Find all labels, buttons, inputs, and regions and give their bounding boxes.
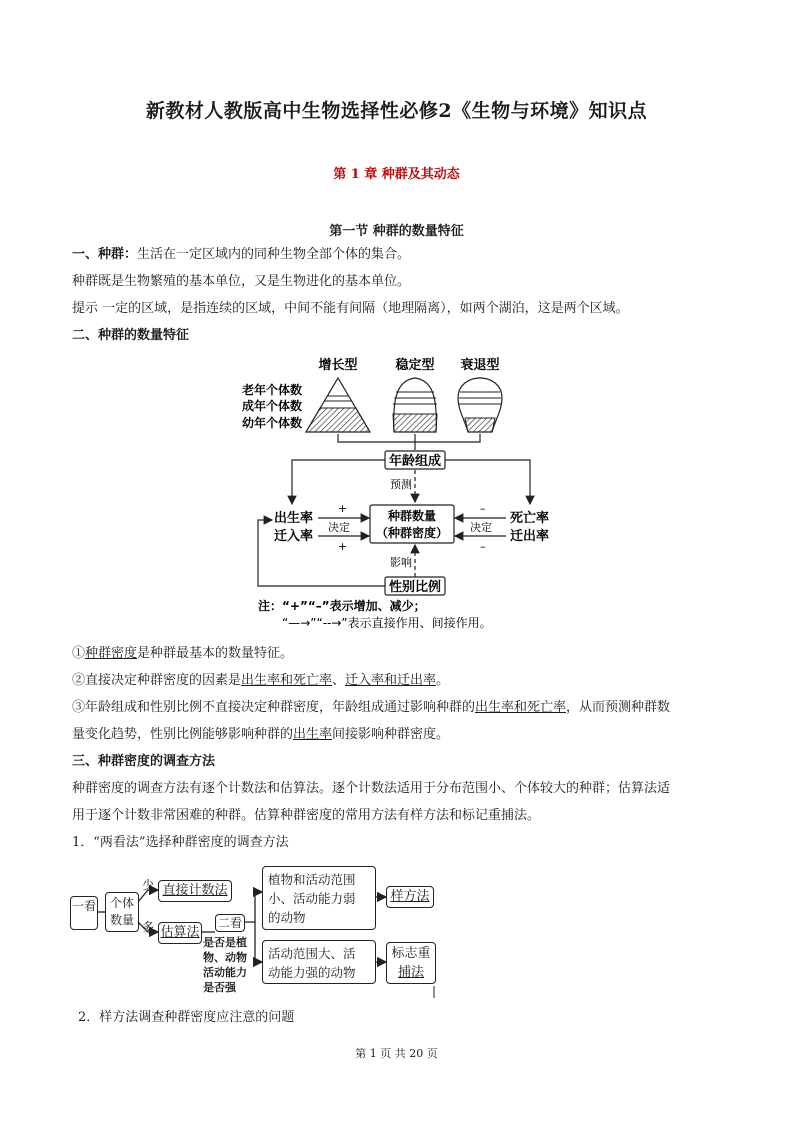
birth-rate-label: 出生率 (274, 511, 314, 526)
sex-ratio-label: 性别比例 (388, 580, 442, 595)
individual-count-box: 个体数量 (105, 892, 139, 932)
page-footer: 第 1 页 共 20 页 (355, 1047, 438, 1060)
minus-sign-bottom: – (480, 540, 486, 553)
heading-density-methods: 三、种群密度的调查方法 (72, 754, 216, 769)
item-quadrat-notes: 2．样方法调查种群密度应注意的问题 (78, 1010, 295, 1025)
page-title: 新教材人教版高中生物选择性必修2《生物与环境》知识点 (145, 100, 648, 122)
decide-label-right: 决定 (470, 521, 492, 534)
criteria-line-1: 是否是植 (203, 936, 247, 949)
population-size-label: 种群数量 (387, 509, 437, 523)
point-3-text-b: ，从而预测种群数 (566, 700, 671, 715)
mark-recapture-box (386, 942, 436, 984)
mark-recapture-line-1: 标志重 (391, 946, 431, 961)
age-label-young: 幼年个体数 (242, 416, 303, 430)
first-look-box: 一看 (70, 896, 98, 930)
death-rate-label: 死亡率 (510, 511, 550, 526)
decide-label-left: 决定 (328, 521, 350, 534)
population-density-label: （种群密度） (375, 526, 449, 540)
many-label: 多 (142, 920, 155, 934)
section-heading: 第一节 种群的数量特征 (329, 224, 464, 239)
second-look-box: 二看 (215, 914, 245, 932)
point-2-end: 。 (436, 673, 450, 688)
point-2 (72, 672, 732, 690)
quadrat-method-label: 样方法 (390, 889, 430, 904)
age-label-old: 老年个体数 (242, 383, 303, 397)
chapter-heading: 第 1 章 种群及其动态 (333, 167, 460, 182)
term-population: 一、种群： (72, 247, 138, 262)
item-two-look-method: 1．“两看法”选择种群密度的调查方法 (72, 835, 289, 850)
point-3-text-a: ③年龄组成和性别比例不直接决定种群密度，年龄组成通过影响种群的 (72, 700, 476, 715)
point-2-term-1: 出生率和死亡率 (241, 673, 333, 688)
minus-sign-top: – (480, 502, 486, 515)
animals-line-2: 动能力强的动物 (268, 965, 356, 980)
paragraph-population (72, 246, 732, 264)
direct-count-label: 直接计数法 (162, 883, 228, 898)
point-3-line-1 (72, 699, 732, 717)
point-2-separator: 、 (332, 673, 346, 688)
predict-label: 预测 (390, 478, 412, 491)
animals-line-1: 活动范围大、活 (268, 946, 356, 961)
plants-line-3: 的动物 (268, 910, 306, 925)
animals-box (262, 940, 376, 984)
estimate-box (158, 922, 202, 944)
criteria-line-4: 是否强 (203, 981, 236, 994)
few-label: 少 (142, 878, 155, 892)
plus-sign-top: + (338, 502, 348, 515)
point-3-term-2: 出生率 (293, 727, 333, 742)
paragraph-methods-1: 种群密度的调查方法有逐个计数法和估算法。逐个计数法适用于分布范围小、个体较大的种群；估算法适 (72, 781, 671, 796)
definition-population: 生活在一定区域内的同种生物全部个体的集合。 (137, 247, 411, 262)
point-1 (72, 645, 732, 663)
influence-label: 影响 (390, 556, 412, 569)
emigration-rate-label: 迁出率 (510, 529, 550, 544)
point-2-term-2: 迁入率和迁出率 (345, 673, 437, 688)
quantity-features-diagram (230, 352, 570, 637)
direct-count-box (158, 880, 232, 902)
heading-quantity-features: 二、种群的数量特征 (72, 328, 190, 343)
point-1-number: ① (72, 646, 86, 661)
point-2-text: ②直接决定种群密度的因素是 (72, 673, 242, 688)
age-structure-label: 年龄组成 (388, 454, 442, 469)
stable-bell-icon (393, 378, 437, 432)
type-stable-label: 稳定型 (395, 358, 435, 373)
criteria-text (203, 935, 247, 995)
decline-urn-icon (458, 378, 502, 432)
quadrat-method-box (386, 886, 434, 908)
note-line-2: “—→”“--→”表示直接作用、间接作用。 (282, 616, 492, 630)
point-3-line-2 (72, 726, 732, 744)
point-3-text-c: 量变化趋势，性别比例能够影响种群的 (72, 727, 294, 742)
plants-box (262, 866, 376, 930)
criteria-line-3: 活动能力 (203, 966, 247, 979)
note-line-1: 注：“+”“–”表示增加、减少； (258, 599, 426, 613)
two-look-diagram (70, 862, 450, 1002)
paragraph-unit: 种群既是生物繁殖的基本单位，又是生物进化的基本单位。 (72, 274, 411, 289)
age-label-adult: 成年个体数 (242, 399, 303, 413)
growth-pyramid-icon (306, 378, 370, 432)
paragraph-hint: 提示 一定的区域，是指连续的区域，中间不能有间隔（地理隔离），如两个湖泊，这是两个区域。 (72, 301, 629, 316)
immigration-rate-label: 迁入率 (274, 529, 314, 544)
point-3-text-d: 间接影响种群密度。 (332, 727, 450, 742)
plants-line-1: 植物和活动范围 (268, 872, 356, 887)
type-growth-label: 增长型 (318, 358, 358, 373)
type-decline-label: 衰退型 (460, 358, 500, 373)
estimate-label: 估算法 (160, 925, 200, 940)
point-1-term: 种群密度 (85, 646, 138, 661)
criteria-line-2: 物、动物 (203, 951, 247, 964)
plus-sign-bottom: + (338, 540, 348, 553)
mark-recapture-line-2: 捕法 (397, 965, 424, 980)
plants-line-2: 小、活动能力弱 (268, 891, 356, 906)
point-3-term: 出生率和死亡率 (475, 700, 567, 715)
point-1-text: 是种群最基本的数量特征。 (137, 646, 294, 661)
paragraph-methods-2: 用于逐个计数非常困难的种群。估算种群密度的常用方法有样方法和标记重捕法。 (72, 808, 541, 823)
